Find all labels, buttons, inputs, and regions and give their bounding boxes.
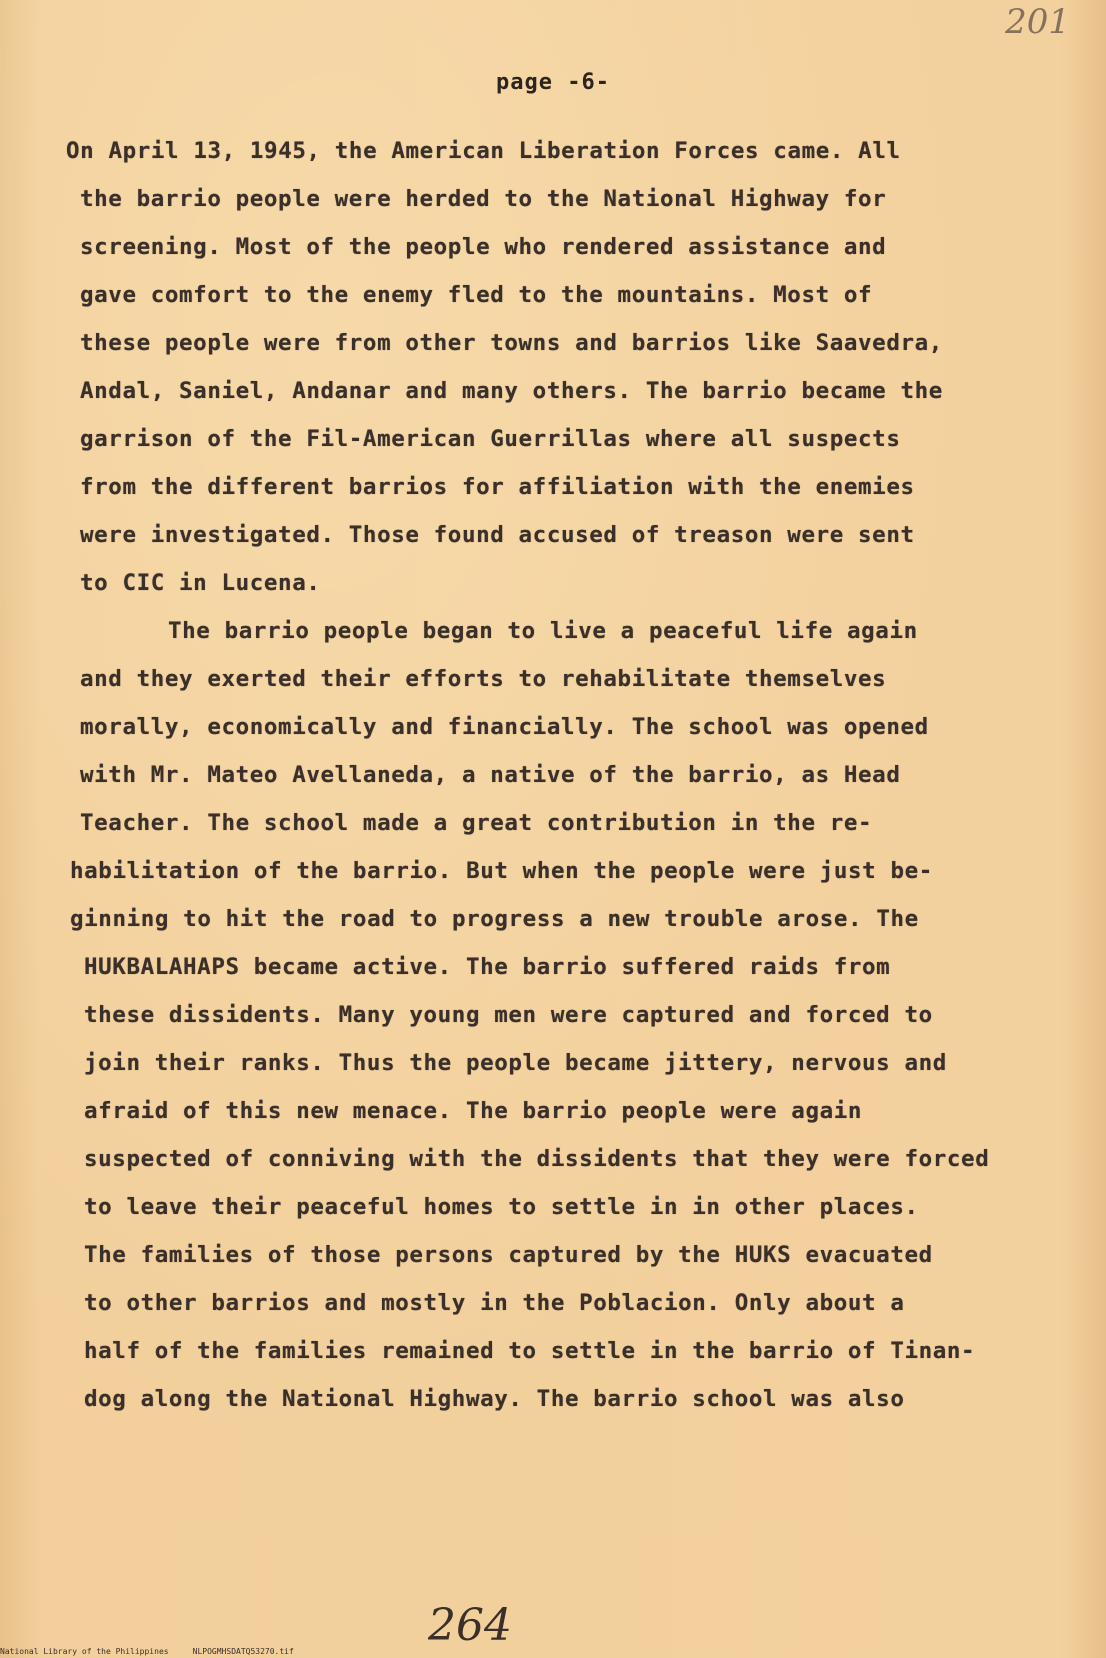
text-line: The families of those persons captured by the HUKS evacuated [84, 1242, 933, 1268]
text-line: habilitation of the barrio. But when the people were just be- [70, 858, 933, 884]
text-line: Teacher. The school made a great contribution in the re- [80, 810, 873, 836]
text-line: the barrio people were herded to the National Highway for [80, 186, 887, 212]
page-heading: page -6- [496, 70, 610, 95]
text-line: these dissidents. Many young men were captured and forced to [84, 1002, 933, 1028]
text-line: to other barrios and mostly in the Poblacion. Only about a [84, 1290, 905, 1316]
text-line: these people were from other towns and barrios like Saavedra, [80, 330, 943, 356]
archive-footer: National Library of the Philippines NLPOGMHSDATQ53270.tif [0, 1647, 294, 1656]
text-line: garrison of the Fil-American Guerrillas where all suspects [80, 426, 901, 452]
text-line: gave comfort to the enemy fled to the mountains. Most of [80, 282, 873, 308]
text-line: Andal, Saniel, Andanar and many others. The barrio became the [80, 378, 943, 404]
text-line: half of the families remained to settle in the barrio of Tinan- [84, 1338, 976, 1364]
archive-page-number: 201 [1005, 2, 1070, 42]
text-line: with Mr. Mateo Avellaneda, a native of the barrio, as Head [80, 762, 901, 788]
text-line: join their ranks. Thus the people became jittery, nervous and [84, 1050, 947, 1076]
text-line: The barrio people began to live a peaceful life again [168, 618, 918, 644]
text-line: were investigated. Those found accused of treason were sent [80, 522, 915, 548]
text-line: to leave their peaceful homes to settle in in other places. [84, 1194, 919, 1220]
text-line: afraid of this new menace. The barrio people were again [84, 1098, 863, 1124]
text-line: dog along the National Highway. The barrio school was also [84, 1386, 905, 1412]
text-line: HUKBALAHAPS became active. The barrio suffered raids from [84, 954, 891, 980]
text-line: from the different barrios for affiliation with the enemies [80, 474, 915, 500]
text-line: On April 13, 1945, the American Liberation Forces came. All [66, 138, 901, 164]
text-line: ginning to hit the road to progress a new trouble arose. The [70, 906, 919, 932]
text-line: suspected of conniving with the dissidents that they were forced [84, 1146, 990, 1172]
text-line: morally, economically and financially. The school was opened [80, 714, 929, 740]
text-line: screening. Most of the people who rendered assistance and [80, 234, 887, 260]
text-line: and they exerted their efforts to rehabilitate themselves [80, 666, 887, 692]
text-line: to CIC in Lucena. [80, 570, 321, 596]
handwritten-page-number: 264 [428, 1600, 512, 1651]
